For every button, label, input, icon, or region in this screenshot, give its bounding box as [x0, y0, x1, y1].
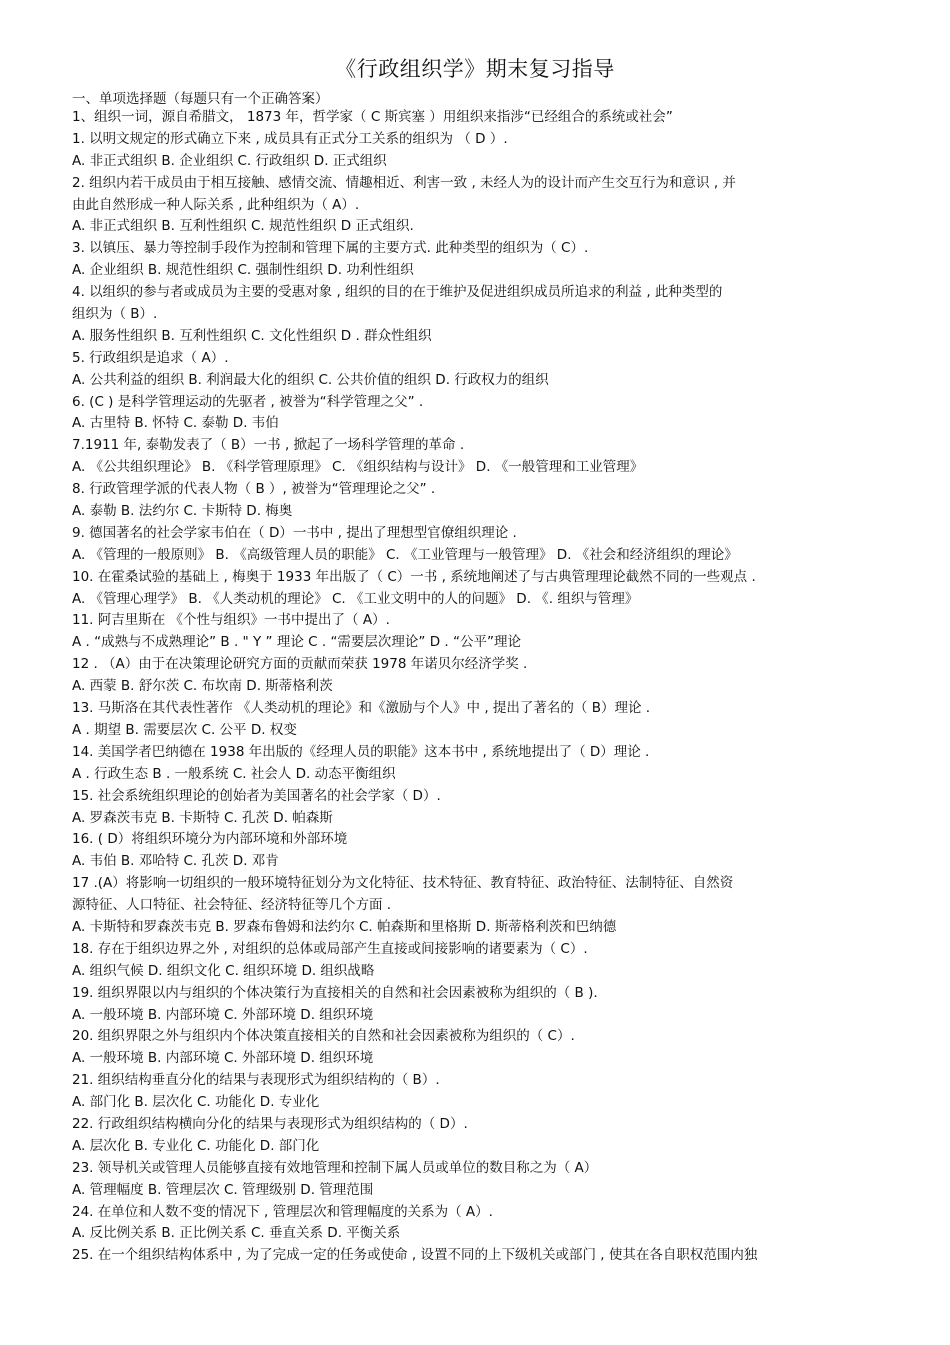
text-line: 2. 组织内若干成员由于相互接触、感情交流、情趣相近、利害一致 , 未经人为的设计而产生交互行为和意识 , 并 — [72, 174, 736, 191]
document-title: 《行政组织学》期末复习指导 — [335, 57, 615, 81]
text-line: A. 韦伯 B. 邓哈特 C. 孔茨 D. 邓肯 — [72, 853, 279, 870]
text-line: 12 . （A）由于在决策理论研究方面的贡献而荣获 1978 年诺贝尔经济学奖 . — [72, 656, 528, 673]
text-line: 15. 社会系统组织理论的创始者为美国著名的社会学家（ D）. — [72, 787, 441, 804]
text-line: 22. 行政组织结构横向分化的结果与表现形式为组织结构的（ D）. — [72, 1115, 468, 1132]
text-line: 21. 组织结构垂直分化的结果与表现形式为组织结构的（ B）. — [72, 1072, 440, 1089]
text-line: 10. 在霍桑试验的基础上 , 梅奥于 1933 年出版了（ C）一书 , 系统地阐述了与古典管理理论截然不同的一些观点 . — [72, 568, 756, 585]
text-line: 11. 阿吉里斯在 《个性与组织》一书中提出了（ A）. — [72, 612, 390, 629]
text-line: A. 非正式组织 B. 互利性组织 C. 规范性组织 D 正式组织. — [72, 218, 414, 235]
text-line: A. 服务性组织 B. 互利性组织 C. 文化性组织 D . 群众性组织 — [72, 327, 432, 344]
text-line: A . 期望 B. 需要层次 C. 公平 D. 权变 — [72, 721, 297, 738]
text-line: 18. 存在于组织边界之外 , 对组织的总体或局部产生直接或间接影响的诸要素为（ C）. — [72, 940, 588, 957]
text-line: A. 《公共组织理论》 B. 《科学管理原理》 C. 《组织结构与设计》 D. 《一般管理和工业管理》 — [72, 459, 644, 476]
text-line: 源特征、人口特征、社会特征、经济特征等几个方面 . — [72, 897, 392, 914]
text-line: A. 一般环境 B. 内部环境 C. 外部环境 D. 组织环境 — [72, 1050, 374, 1067]
text-line: A. 泰勒 B. 法约尔 C. 卡斯特 D. 梅奥 — [72, 503, 293, 520]
text-line: 19. 组织界限以内与组织的个体决策行为直接相关的自然和社会因素被称为组织的（ B ). — [72, 984, 598, 1001]
text-line: A. 西蒙 B. 舒尔茨 C. 布坎南 D. 斯蒂格利茨 — [72, 678, 333, 695]
text-line: A. 《管理的一般原则》 B. 《高级管理人员的职能》 C. 《工业管理与一般管理》 D. 《社会和经济组织的理论》 — [72, 546, 738, 563]
text-line: 3. 以镇压、暴力等控制手段作为控制和管理下属的主要方式. 此种类型的组织为（ C）. — [72, 240, 589, 257]
text-line: A . “成熟与不成熟理论” B . " Y ” 理论 C . “需要层次理论” D . “公平”理论 — [72, 634, 521, 651]
text-line: A. 反比例关系 B. 正比例关系 C. 垂直关系 D. 平衡关系 — [72, 1225, 401, 1242]
text-line: 6. (C ) 是科学管理运动的先驱者 , 被誉为“科学管理之父” . — [72, 393, 424, 410]
text-line: A. 《管理心理学》 B. 《人类动机的理论》 C. 《工业文明中的人的问题》 D. 《. 组织与管理》 — [72, 590, 639, 607]
text-line: A. 一般环境 B. 内部环境 C. 外部环境 D. 组织环境 — [72, 1006, 374, 1023]
text-line: 14. 美国学者巴纳德在 1938 年出版的《经理人员的职能》这本书中 , 系统地提出了（ D）理论 . — [72, 743, 650, 760]
section-heading: 一、单项选择题（每题只有一个正确答案） — [72, 91, 329, 107]
text-line: 16. ( D）将组织环境分为内部环境和外部环境 — [72, 831, 348, 848]
text-line: 9. 德国著名的社会学家韦伯在（ D）一书中 , 提出了理想型官僚组织理论 . — [72, 524, 517, 541]
question-list — [72, 107, 878, 1267]
text-line: 组织为（ B）. — [72, 306, 158, 323]
text-line: 7.1911 年, 泰勒发表了（ B）一书 , 掀起了一场科学管理的革命 . — [72, 437, 465, 454]
text-line: 5. 行政组织是追求（ A）. — [72, 349, 229, 366]
text-line: 由此自然形成一种人际关系 , 此种组织为（ A）. — [72, 196, 360, 213]
text-line: A. 古里特 B. 怀特 C. 泰勒 D. 韦伯 — [72, 415, 279, 432]
text-line: A. 组织气候 D. 组织文化 C. 组织环境 D. 组织战略 — [72, 962, 375, 979]
text-line: 4. 以组织的参与者或成员为主要的受惠对象 , 组织的目的在于维护及促进组织成员所追求的利益 , 此种类型的 — [72, 284, 723, 301]
text-line: A. 管理幅度 B. 管理层次 C. 管理级别 D. 管理范围 — [72, 1181, 374, 1198]
text-line: A. 非正式组织 B. 企业组织 C. 行政组织 D. 正式组织 — [72, 152, 387, 169]
text-line: A. 层次化 B. 专业化 C. 功能化 D. 部门化 — [72, 1137, 320, 1154]
text-line: 20. 组织界限之外与组织内个体决策直接相关的自然和社会因素被称为组织的（ C）. — [72, 1028, 575, 1045]
text-line: 23. 领导机关或管理人员能够直接有效地管理和控制下属人员或单位的数目称之为（ A） — [72, 1159, 598, 1176]
text-line: A. 企业组织 B. 规范性组织 C. 强制性组织 D. 功利性组织 — [72, 262, 414, 279]
text-line: 13. 马斯洛在其代表性著作 《人类动机的理论》和《激励与个人》中 , 提出了著名的（ B）理论 . — [72, 700, 651, 717]
text-line: A . 行政生态 B . 一般系统 C. 社会人 D. 动态平衡组织 — [72, 765, 396, 782]
text-line: 17 .(A）将影响一切组织的一般环境特征划分为文化特征、技术特征、教育特征、政治特征、法制特征、自然资 — [72, 875, 734, 892]
text-line: A. 部门化 B. 层次化 C. 功能化 D. 专业化 — [72, 1094, 320, 1111]
text-line: 1. 以明文规定的形式确立下来 , 成员具有正式分工关系的组织为 （ D ）. — [72, 130, 508, 147]
text-line: 24. 在单位和人数不变的情况下 , 管理层次和管理幅度的关系为（ A）. — [72, 1203, 493, 1220]
text-line: 8. 行政管理学派的代表人物（ B ）, 被誉为“管理理论之父” . — [72, 481, 436, 498]
text-line: A. 公共利益的组织 B. 利润最大化的组织 C. 公共价值的组织 D. 行政权力的组织 — [72, 371, 549, 388]
text-line: A. 罗森茨韦克 B. 卡斯特 C. 孔茨 D. 帕森斯 — [72, 809, 333, 826]
text-line: A. 卡斯特和罗森茨韦克 B. 罗森布鲁姆和法约尔 C. 帕森斯和里格斯 D. 斯蒂格利茨和巴纳德 — [72, 918, 617, 935]
text-line: 25. 在一个组织结构体系中 , 为了完成一定的任务或使命 , 设置不同的上下级机关或部门 , 使其在各自职权范围内独 — [72, 1247, 758, 1264]
text-line: 1、组织一词，源自希腊文， 1873 年，哲学家（ C 斯宾塞 ）用组织来指涉“已经组合的系统或社会” — [72, 109, 673, 125]
